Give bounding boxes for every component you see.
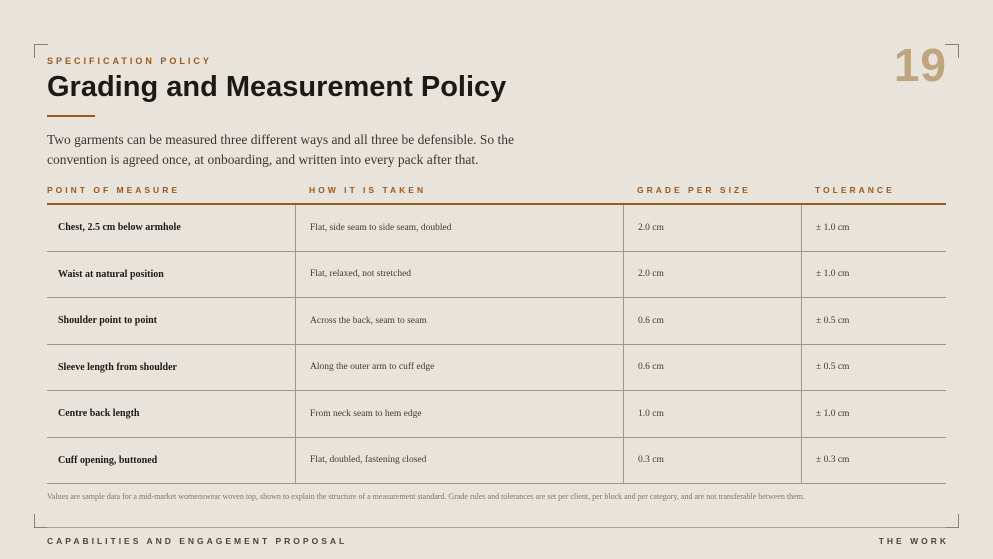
corner-mark-bottom-left bbox=[34, 514, 48, 528]
corner-mark-bottom-right bbox=[945, 514, 959, 528]
cell-how-it-is-taken: Along the outer arm to cuff edge bbox=[295, 345, 638, 391]
corner-mark-top-right bbox=[945, 44, 959, 58]
table-row bbox=[47, 205, 946, 252]
footer-section-name: THE WORK bbox=[878, 536, 949, 546]
header-grade-per-size: GRADE PER SIZE bbox=[637, 185, 751, 195]
cell-point-of-measure: Cuff opening, buttoned bbox=[58, 454, 158, 466]
footer-document-title: CAPABILITIES AND ENGAGEMENT PROPOSAL bbox=[47, 536, 348, 546]
cell-grade-per-size: 2.0 cm bbox=[623, 205, 816, 251]
cell-grade-per-size: 0.6 cm bbox=[623, 345, 816, 391]
table-row bbox=[47, 391, 946, 438]
cell-point-of-measure: Sleeve length from shoulder bbox=[58, 361, 177, 373]
section-kicker: SPECIFICATION POLICY bbox=[47, 56, 212, 66]
cell-point-of-measure: Chest, 2.5 cm below armhole bbox=[58, 222, 181, 234]
intro-paragraph: Two garments can be measured three different ways and all three be defensible. So the convention is agreed once, at onboarding, and written into every pack after that. bbox=[47, 132, 515, 167]
footer-divider bbox=[47, 527, 946, 528]
cell-grade-per-size: 0.3 cm bbox=[623, 438, 816, 484]
cell-point-of-measure: Shoulder point to point bbox=[58, 315, 158, 327]
table-row bbox=[47, 298, 946, 345]
footnote: Values are sample data for a mid-market womenswear woven top, shown to explain the structure of a measurement standard. Grade rules and tolerances are set per client, per block and per category, and are not transferable between them. bbox=[47, 492, 805, 501]
cell-how-it-is-taken: Flat, relaxed, not stretched bbox=[295, 252, 638, 298]
cell-how-it-is-taken: Flat, side seam to side seam, doubled bbox=[295, 205, 638, 251]
title-underline bbox=[47, 115, 95, 117]
cell-grade-per-size: 0.6 cm bbox=[623, 298, 816, 344]
cell-tolerance: ± 1.0 cm bbox=[801, 391, 961, 437]
table-header bbox=[47, 185, 946, 205]
cell-tolerance: ± 0.5 cm bbox=[801, 345, 961, 391]
table-row bbox=[47, 252, 946, 299]
cell-grade-per-size: 1.0 cm bbox=[623, 391, 816, 437]
corner-mark-top-left bbox=[34, 44, 48, 58]
measurement-table bbox=[47, 205, 946, 484]
page-title: Grading and Measurement Policy bbox=[47, 71, 507, 103]
cell-grade-per-size: 2.0 cm bbox=[623, 252, 816, 298]
cell-how-it-is-taken: From neck seam to hem edge bbox=[295, 391, 638, 437]
cell-how-it-is-taken: Flat, doubled, fastening closed bbox=[295, 438, 638, 484]
cell-tolerance: ± 0.5 cm bbox=[801, 298, 961, 344]
cell-tolerance: ± 1.0 cm bbox=[801, 252, 961, 298]
cell-point-of-measure: Waist at natural position bbox=[58, 268, 164, 280]
header-point-of-measure: POINT OF MEASURE bbox=[47, 185, 181, 195]
page-number: 19 bbox=[893, 39, 947, 91]
table-row bbox=[47, 345, 946, 392]
header-how-it-is-taken: HOW IT IS TAKEN bbox=[309, 185, 427, 195]
header-tolerance: TOLERANCE bbox=[815, 185, 895, 195]
cell-tolerance: ± 0.3 cm bbox=[801, 438, 961, 484]
cell-how-it-is-taken: Across the back, seam to seam bbox=[295, 298, 638, 344]
cell-tolerance: ± 1.0 cm bbox=[801, 205, 961, 251]
table-row bbox=[47, 438, 946, 485]
cell-point-of-measure: Centre back length bbox=[58, 408, 140, 420]
